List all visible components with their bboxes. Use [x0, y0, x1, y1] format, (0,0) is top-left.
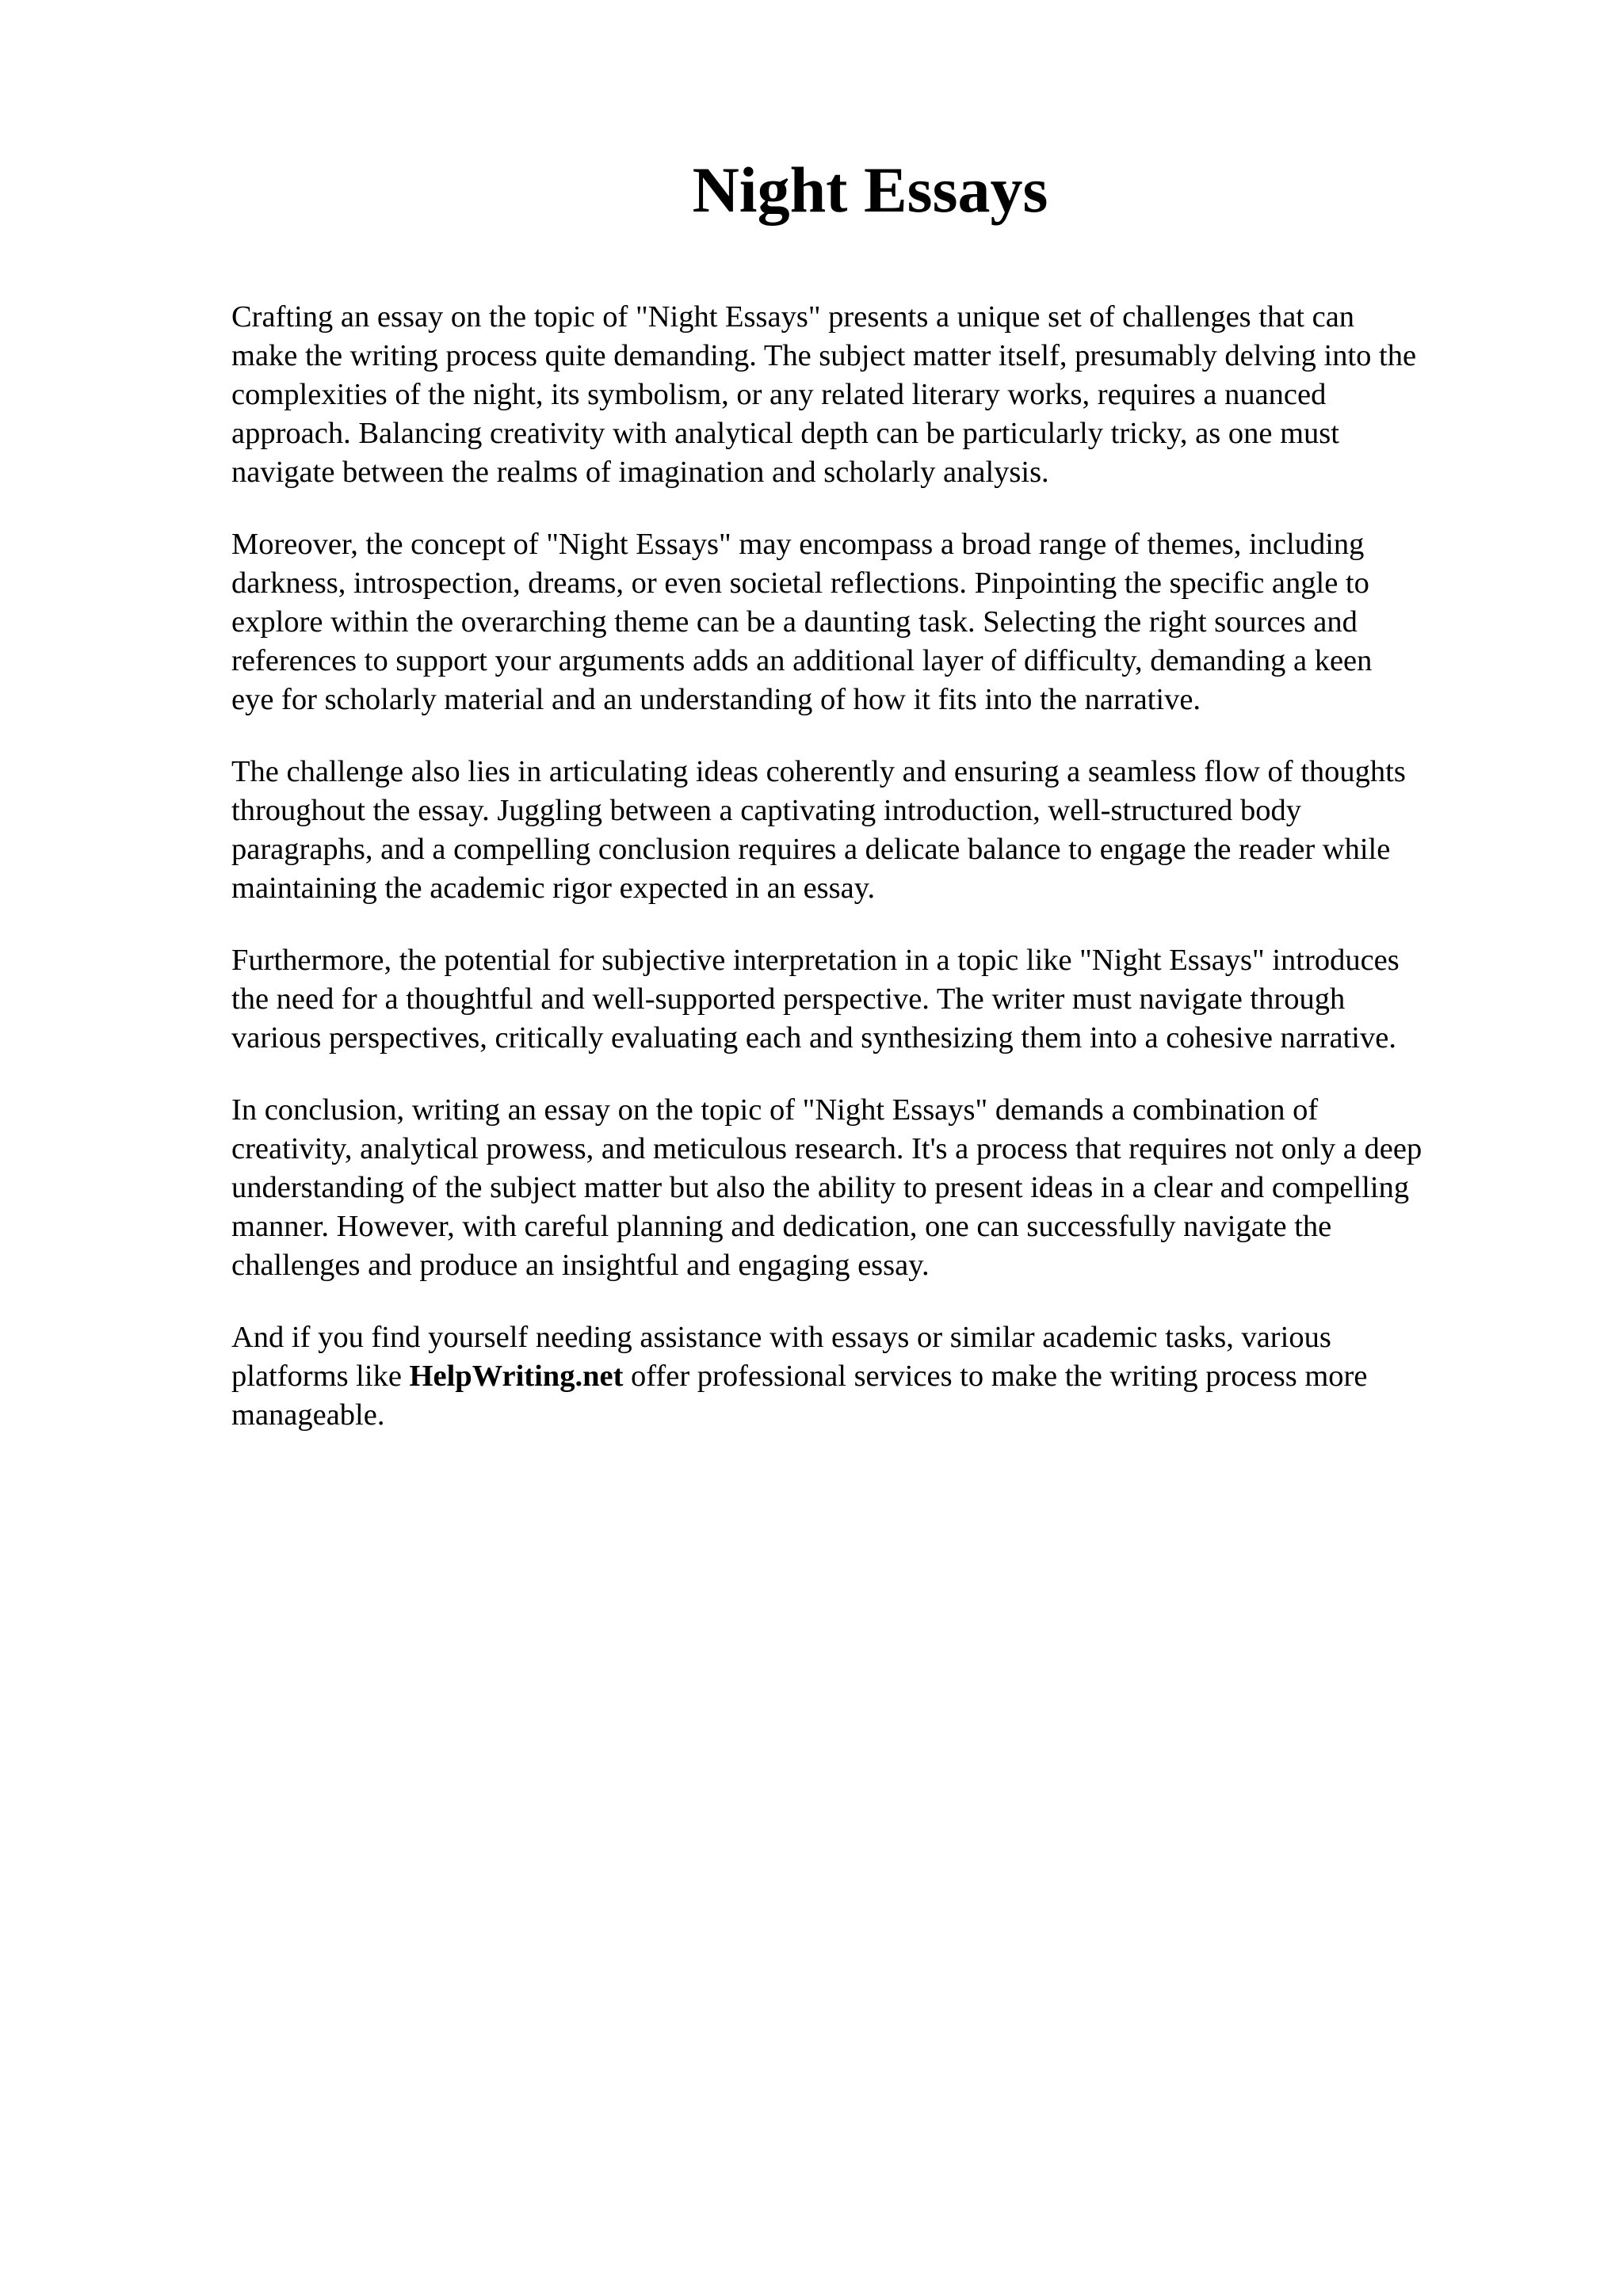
paragraph-2: Moreover, the concept of "Night Essays" may encompass a broad range of themes, including darkness, introspection, dreams, or even societal reflections. Pinpointing the specific angle to explore within the overarching theme can be a daunting task. Selecting the right sources and references to support your arguments adds an additional layer of difficulty, demanding a keen eye for scholarly material and an understanding of how it fits into the narrative. [231, 528, 1373, 716]
paragraph-4: Furthermore, the potential for subjective interpretation in a topic like "Night Essays" introduces the need for a thoughtful and well-supported perspective. The writer must navigate through various perspectives, critically evaluating each and synthesizing them into a cohesive narrative. [231, 944, 1400, 1055]
brand-name: HelpWriting.net [409, 1360, 624, 1393]
closing-text-before: And if you find yourself needing assistance with essays or similar academic tasks, various platforms like [231, 1321, 1331, 1393]
paragraph-3: The challenge also lies in articulating ideas coherently and ensuring a seamless flow of thoughts throughout the essay. Juggling between a captivating introduction, well-structured body paragraphs, and a compelling conclusion requires a delicate balance to engage the reader while maintaining the academic rigor expected in an essay. [231, 755, 1406, 905]
document-body [231, 298, 1531, 1468]
closing-text-after: offer professional services to make the writing process more manageable. [231, 1360, 1368, 1432]
paragraph-5: In conclusion, writing an essay on the topic of "Night Essays" demands a combination of creativity, analytical prowess, and meticulous research. It's a process that requires not only a deep understanding of the subject matter but also the ability to present ideas in a clear and compelling manner. However, with careful planning and dedication, one can successfully navigate the challenges and produce an insightful and engaging essay. [231, 1093, 1423, 1282]
closing-paragraph [231, 1318, 1531, 1435]
paragraph-1: Crafting an essay on the topic of "Night Essays" presents a unique set of challenges that can make the writing process quite demanding. The subject matter itself, presumably delving into the complexities of the night, its symbolism, or any related literary works, requires a nuanced approach. Balancing creativity with analytical depth can be particularly tricky, as one must navigate between the realms of imagination and scholarly analysis. [231, 300, 1417, 489]
document-title: Night Essays [692, 154, 1048, 226]
